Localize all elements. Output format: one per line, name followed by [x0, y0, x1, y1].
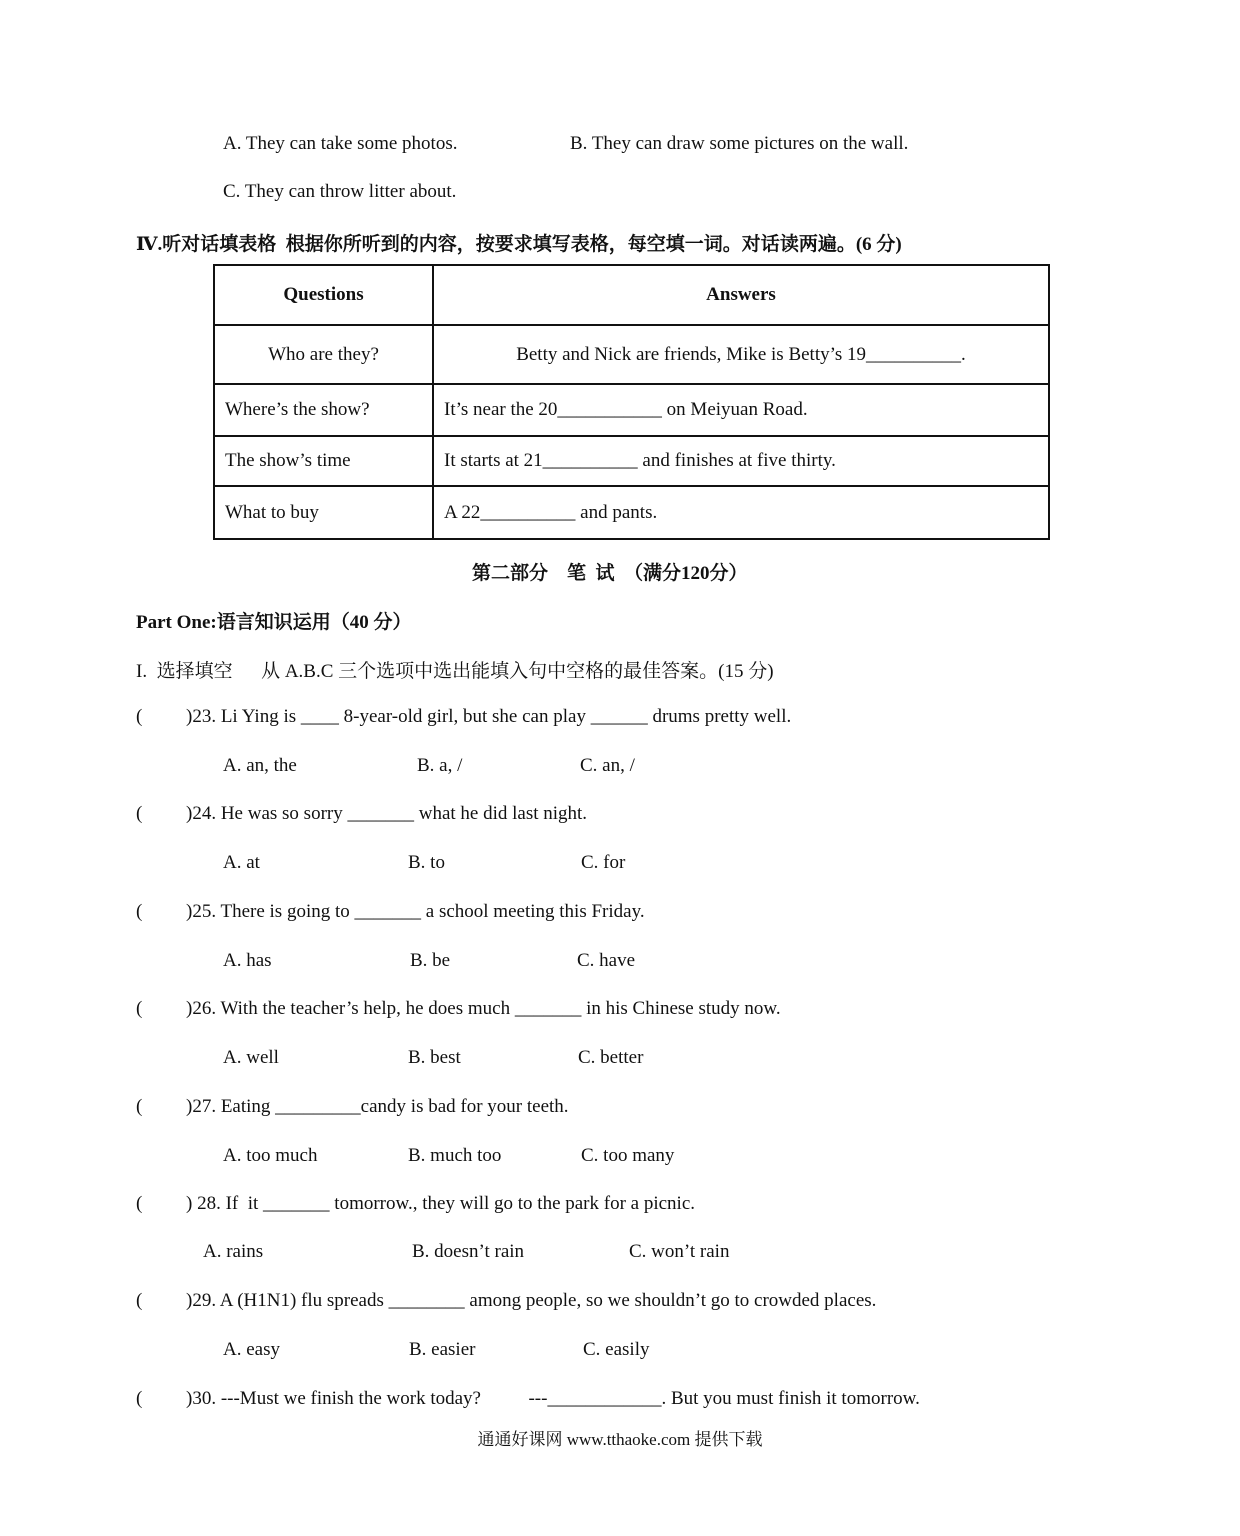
table-cell-answer: A 22__________ and pants.	[433, 486, 1049, 539]
q27-option-c: C. too many	[581, 1145, 675, 1166]
answer-paren: (	[136, 998, 143, 1019]
part-two-title: 第二部分 笔 试 （满分120分）	[472, 563, 748, 584]
q29-option-c: C. easily	[583, 1339, 650, 1360]
table-cell-answer: Betty and Nick are friends, Mike is Betty’s 19__________.	[433, 325, 1049, 384]
question-26: )26. With the teacher’s help, he does much _______ in his Chinese study now.	[186, 998, 781, 1019]
answer-paren: (	[136, 803, 143, 824]
q26-option-b: B. best	[408, 1047, 461, 1068]
q23-option-c: C. an, /	[580, 755, 635, 776]
answer-paren: (	[136, 1096, 143, 1117]
question-27: )27. Eating _________candy is bad for your teeth.	[186, 1096, 569, 1117]
q29-option-b: B. easier	[409, 1339, 476, 1360]
q28-option-c: C. won’t rain	[629, 1241, 730, 1262]
q26-option-c: C. better	[578, 1047, 644, 1068]
answer-paren: (	[136, 1388, 143, 1409]
q23-option-b: B. a, /	[417, 755, 463, 776]
table-row	[214, 325, 1049, 384]
answer-paren: (	[136, 1193, 143, 1214]
section-1-title: I. 选择填空 从 A.B.C 三个选项中选出能填入句中空格的最佳答案。(15 分)	[136, 661, 774, 682]
q24-option-c: C. for	[581, 852, 626, 873]
question-25: )25. There is going to _______ a school meeting this Friday.	[186, 901, 645, 922]
table-header-row	[214, 265, 1049, 325]
q24-option-a: A. at	[223, 852, 260, 873]
table-cell-question: Where’s the show?	[214, 384, 433, 436]
option-a: A. They can take some photos.	[223, 133, 458, 154]
table-cell-question: Who are they?	[214, 325, 433, 384]
table-row	[214, 384, 1049, 436]
table-cell-question: The show’s time	[214, 436, 433, 486]
listening-table	[213, 264, 1050, 540]
question-24: )24. He was so sorry _______ what he did last night.	[186, 803, 588, 824]
answer-paren: (	[136, 901, 143, 922]
answer-paren: (	[136, 706, 143, 727]
q27-option-a: A. too much	[223, 1145, 318, 1166]
part-one-title: Part One:语言知识运用（40 分）	[136, 612, 412, 633]
question-29: )29. A (H1N1) flu spreads ________ among people, so we shouldn’t go to crowded places.	[186, 1290, 877, 1311]
q23-option-a: A. an, the	[223, 755, 297, 776]
q25-option-a: A. has	[223, 950, 272, 971]
question-23: )23. Li Ying is ____ 8-year-old girl, but she can play ______ drums pretty well.	[186, 706, 792, 727]
table-header-answers: Answers	[433, 265, 1049, 325]
table-cell-question: What to buy	[214, 486, 433, 539]
page-footer: 通通好课网 www.tthaoke.com 提供下载	[477, 1430, 763, 1449]
q26-option-a: A. well	[223, 1047, 279, 1068]
q28-option-a: A. rains	[203, 1241, 264, 1262]
q28-option-b: B. doesn’t rain	[412, 1241, 525, 1262]
table-row	[214, 486, 1049, 539]
table-header-questions: Questions	[214, 265, 433, 325]
option-b: B. They can draw some pictures on the wall.	[570, 133, 909, 154]
q27-option-b: B. much too	[408, 1145, 502, 1166]
table-row	[214, 436, 1049, 486]
answer-paren: (	[136, 1290, 143, 1311]
question-28: ) 28. If it _______ tomorrow., they will go to the park for a picnic.	[186, 1193, 696, 1214]
q25-option-c: C. have	[577, 950, 636, 971]
q25-option-b: B. be	[410, 950, 451, 971]
table-cell-answer: It’s near the 20___________ on Meiyuan Road.	[433, 384, 1049, 436]
section-4-title: Ⅳ.听对话填表格 根据你所听到的内容，按要求填写表格，每空填一词。对话读两遍。(6 分)	[136, 234, 902, 255]
option-c: C. They can throw litter about.	[223, 181, 457, 202]
question-30: )30. ---Must we finish the work today? ---____________. But you must finish it tomorrow.	[186, 1388, 920, 1409]
q29-option-a: A. easy	[223, 1339, 280, 1360]
q24-option-b: B. to	[408, 852, 445, 873]
table-cell-answer: It starts at 21__________ and finishes at five thirty.	[433, 436, 1049, 486]
